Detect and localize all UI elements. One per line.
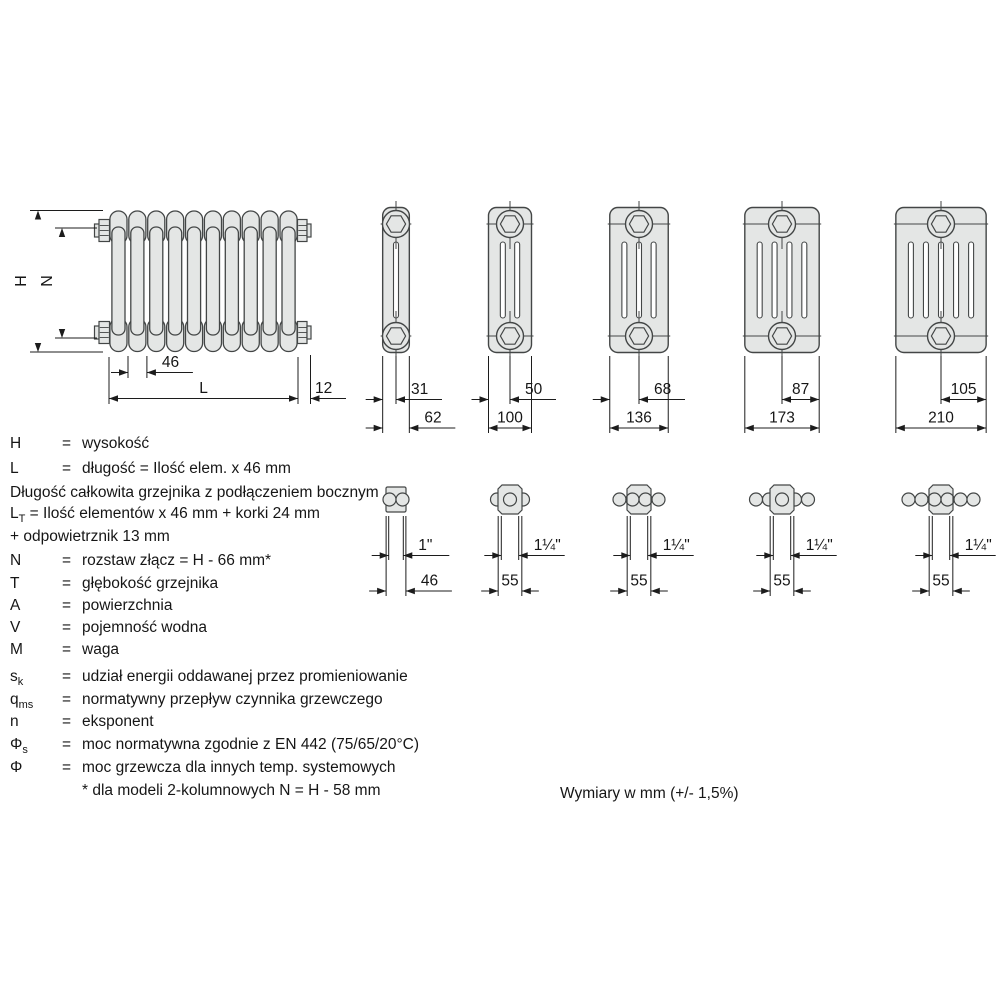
- dim-arrow: [941, 396, 950, 402]
- dim-label: 55: [773, 572, 791, 590]
- column-slot: [622, 242, 627, 318]
- dim-arrow: [639, 396, 648, 402]
- legend-row: [10, 572, 550, 597]
- legend-equals: =: [62, 668, 72, 685]
- legend-equals: =: [62, 736, 72, 753]
- dim-arrow: [782, 396, 791, 402]
- legend-equals: =: [62, 691, 72, 708]
- dim-arrow: [794, 588, 803, 594]
- dim-label: N: [39, 275, 56, 287]
- connection-circle: [902, 493, 915, 506]
- column-slot: [923, 242, 928, 318]
- legend-row: [10, 597, 550, 619]
- legend-row: [10, 691, 550, 713]
- legend-row: [10, 668, 550, 690]
- legend-row: [10, 460, 550, 482]
- top-view-4col: [610, 485, 694, 596]
- dim-label: 62: [424, 409, 442, 427]
- dim-arrow: [810, 396, 819, 402]
- legend-row: [10, 759, 550, 781]
- legend-row: [10, 713, 550, 735]
- top-view-6col: [902, 485, 996, 596]
- column-slot: [757, 242, 762, 318]
- legend-equals: =: [62, 460, 72, 477]
- dim-arrow: [896, 425, 905, 431]
- dim-arrow: [648, 552, 657, 558]
- legend-row: [10, 552, 550, 574]
- dim-arrow: [764, 552, 773, 558]
- legend-equals: =: [62, 619, 72, 636]
- legend-description: długość = Ilość elem. x 46 mm: [82, 460, 291, 477]
- dim-label: 46: [420, 572, 439, 590]
- column-slot: [969, 242, 974, 318]
- connection-circle: [750, 493, 763, 506]
- legend-row: [10, 736, 550, 758]
- legend-symbol: $\Phi_s$: [10, 736, 28, 757]
- connection-circle: [652, 493, 665, 506]
- dim-label: 173: [769, 409, 795, 427]
- dim-arrow: [923, 552, 932, 558]
- legend-row: + odpowietrznik 13 mm: [10, 528, 170, 545]
- dim-arrow: [810, 425, 819, 431]
- connection-circle: [802, 493, 815, 506]
- dim-arrow: [621, 552, 630, 558]
- legend-symbol: $s_k$: [10, 668, 24, 689]
- section-view-6col: [894, 201, 988, 433]
- dim-label: 46: [161, 354, 180, 371]
- legend-symbol: n: [10, 713, 19, 730]
- dim-label: 1": [418, 537, 433, 554]
- legend-symbol: Φ: [10, 759, 23, 776]
- section-view-5col: [743, 201, 821, 433]
- legend-row: [10, 435, 550, 457]
- legend-equals: =: [62, 597, 72, 614]
- legend-description: powierzchnia: [82, 597, 173, 614]
- legend-description: udział energii oddawanej przez promieniowanie: [82, 668, 408, 685]
- connection-circle: [915, 493, 928, 506]
- dim-arrow: [651, 588, 660, 594]
- dim-label: 68: [654, 381, 672, 398]
- top-view-dimensions: [753, 516, 837, 596]
- legend-symbol: $q_{ms}$: [10, 691, 34, 712]
- legend-description: eksponent: [82, 713, 154, 730]
- column-slot: [772, 242, 777, 318]
- dim-arrow: [659, 425, 668, 431]
- dim-arrow: [745, 425, 754, 431]
- dim-label: 1¼": [533, 537, 561, 554]
- legend-equals: =: [62, 552, 72, 569]
- column-slot: [939, 242, 944, 318]
- legend-description: głębokość grzejnika: [82, 575, 219, 592]
- dim-arrow: [977, 425, 986, 431]
- legend-description: normatywny przepływ czynnika grzewczego: [82, 691, 383, 708]
- connection-circle: [954, 493, 967, 506]
- dim-arrow: [920, 588, 929, 594]
- dim-arrow: [618, 588, 627, 594]
- legend-row: [10, 641, 550, 663]
- dim-label: 55: [501, 572, 519, 590]
- legend-symbol: A: [10, 597, 21, 614]
- dim-label: L: [199, 380, 208, 397]
- top-view-dimensions: [610, 516, 694, 596]
- legend-description: moc normatywna zgodnie z EN 442 (75/65/20°C): [82, 736, 420, 753]
- legend-equals: =: [62, 575, 72, 592]
- dim-arrow: [761, 588, 770, 594]
- legend-row: Długość całkowita grzejnika z podłączeniem bocznym: [10, 484, 379, 501]
- dim-arrow: [610, 425, 619, 431]
- dim-label: 105: [950, 381, 977, 398]
- column-slot: [637, 242, 642, 318]
- section-view-4col: [593, 201, 685, 433]
- dim-arrow: [977, 396, 986, 402]
- dim-label: 100: [497, 409, 523, 427]
- connection-circle: [967, 493, 980, 506]
- legend-row: $L_T$ = Ilość elementów x 46 mm + korki 24 mm: [10, 505, 320, 526]
- dim-arrow: [950, 552, 959, 558]
- legend-symbol: H: [10, 435, 22, 452]
- dim-arrow: [791, 552, 800, 558]
- legend-symbol: M: [10, 641, 23, 658]
- column-slot: [651, 242, 656, 318]
- dim-label: 1¼": [805, 537, 833, 554]
- legend-symbol: V: [10, 619, 21, 636]
- legend-description: rozstaw złącz = H - 66 mm*: [82, 552, 272, 569]
- top-view-dimensions: [912, 516, 996, 596]
- dim-label: 55: [932, 572, 950, 590]
- dim-label: 210: [928, 409, 954, 427]
- dim-label: 1¼": [662, 537, 690, 554]
- top-view-5col: [750, 485, 837, 596]
- dim-label: 55: [630, 572, 648, 590]
- legend-description: moc grzewcza dla innych temp. systemowych: [82, 759, 396, 776]
- legend-symbol: N: [10, 552, 22, 569]
- column-slot: [787, 242, 792, 318]
- column-slot: [908, 242, 913, 318]
- dim-arrow: [953, 588, 962, 594]
- dim-label: H: [13, 275, 30, 287]
- legend-equals: =: [62, 641, 72, 658]
- section-dimensions: [896, 356, 986, 433]
- section-dimensions: [745, 356, 819, 433]
- section-dimensions: [593, 356, 685, 433]
- legend-symbol: L: [10, 460, 19, 477]
- legend-row: * dla modeli 2-kolumnowych N = H - 58 mm: [82, 782, 381, 799]
- union-nut: [770, 485, 794, 514]
- legend-equals: =: [62, 713, 72, 730]
- dim-label: 12: [315, 380, 333, 397]
- dim-label: 136: [626, 409, 652, 427]
- legend-equals: =: [62, 435, 72, 452]
- connection-circle: [613, 493, 626, 506]
- legend-symbol: T: [10, 575, 20, 592]
- dim-arrow: [601, 396, 610, 402]
- column-slot: [802, 242, 807, 318]
- dim-label: 1¼": [964, 537, 992, 554]
- legend-description: waga: [82, 641, 120, 658]
- legend-description: wysokość: [82, 435, 150, 452]
- legend-equals: =: [62, 759, 72, 776]
- dim-label: 87: [791, 381, 810, 398]
- legend-description: pojemność wodna: [82, 619, 207, 636]
- dim-label: 31: [411, 381, 429, 398]
- dim-label: 50: [525, 381, 543, 398]
- dimensions-note: Wymiary w mm (+/- 1,5%): [560, 785, 739, 802]
- column-slot: [954, 242, 959, 318]
- legend-row: [10, 619, 550, 641]
